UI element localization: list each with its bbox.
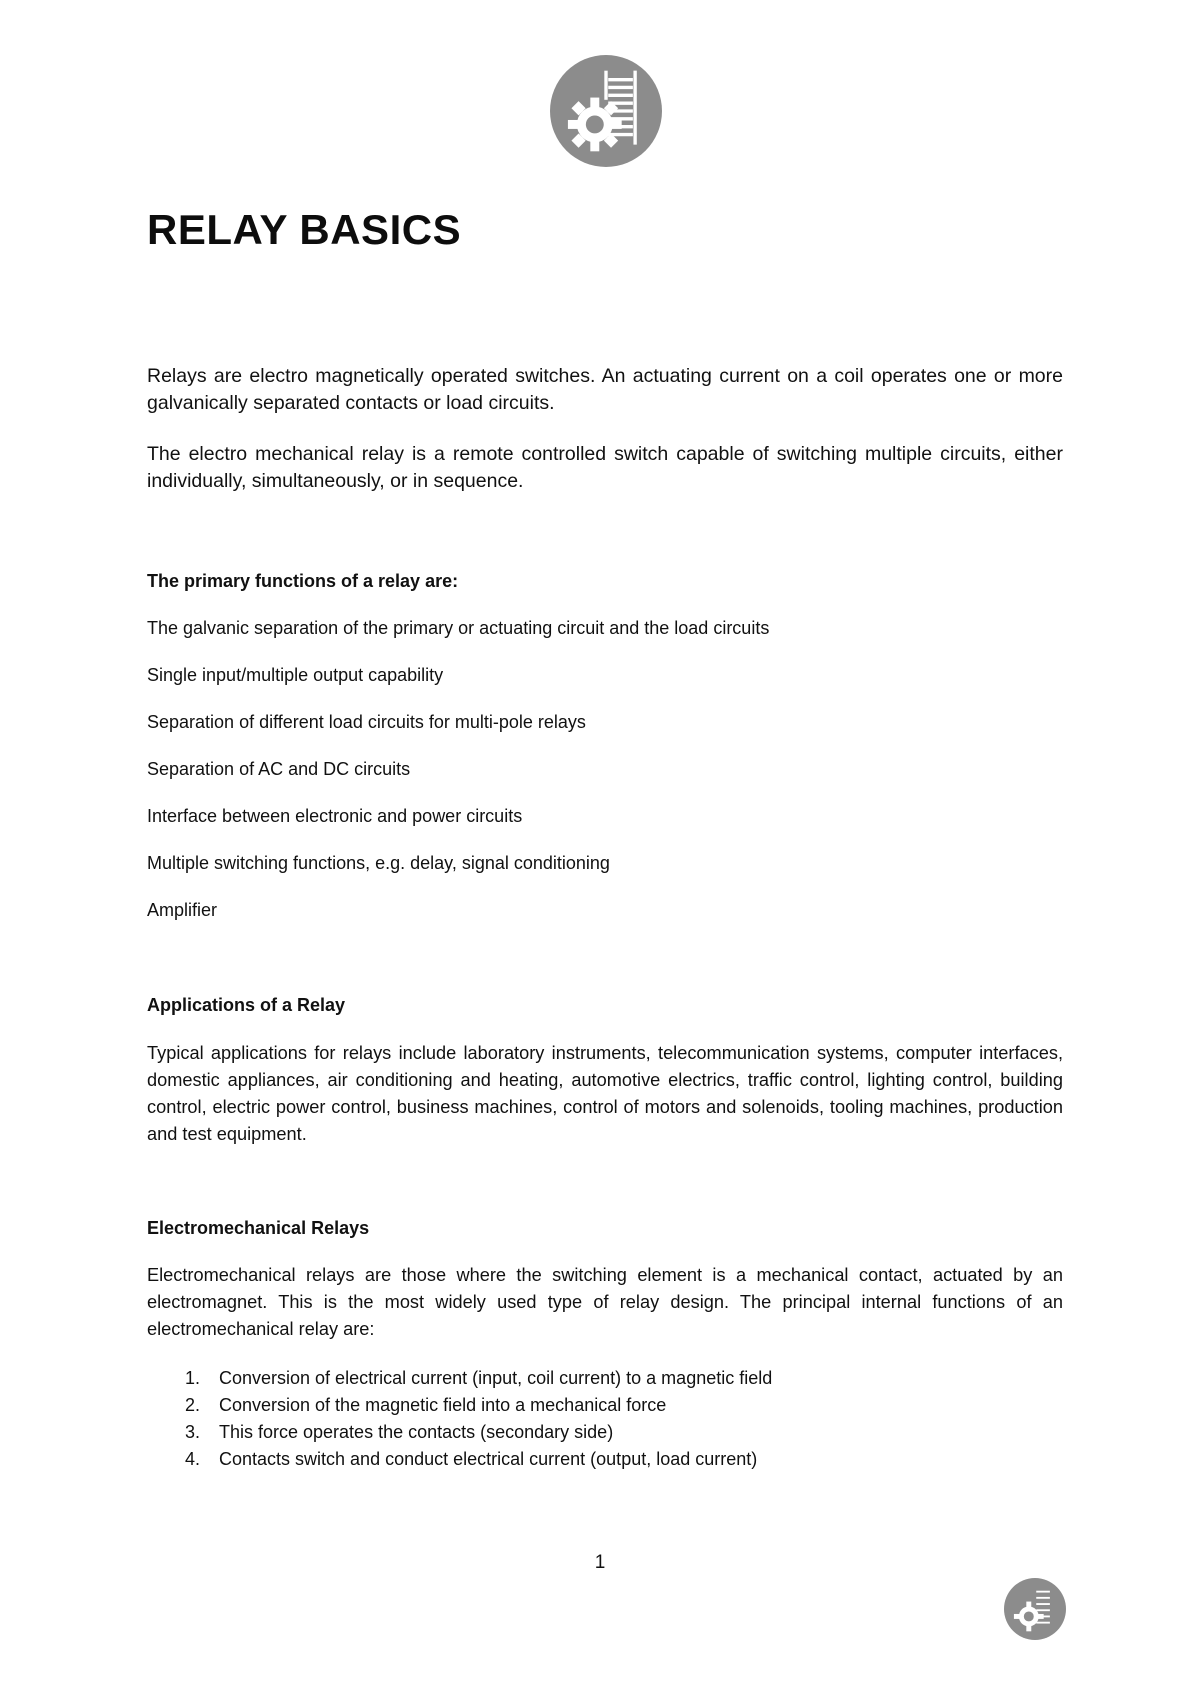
page-number: 1 — [594, 1552, 606, 1573]
function-item: Separation of AC and DC circuits — [147, 759, 411, 779]
functions-heading: The primary functions of a relay are: — [147, 571, 459, 591]
function-item: Multiple switching functions, e.g. delay, signal conditioning — [147, 853, 610, 873]
function-item: The galvanic separation of the primary or actuating circuit and the load circuits — [147, 618, 770, 638]
internal-functions-list — [147, 1365, 772, 1473]
electromechanical-heading: Electromechanical Relays — [147, 1218, 370, 1238]
applications-paragraph: Typical applications for relays include laboratory instruments, telecommunication systems, computer interfaces, domestic appliances, air conditioning and heating, automotive electrics, traffic control, lighting control, building control, electric power control, business machines, control of motors and solenoids, tooling machines, production and test equipment. — [147, 1043, 1063, 1144]
function-item: Amplifier — [147, 900, 218, 920]
function-item: Separation of different load circuits for multi-pole relays — [147, 712, 586, 732]
relay-gear-logo-icon — [550, 55, 662, 167]
applications-heading: Applications of a Relay — [147, 995, 346, 1015]
relay-gear-logo-small-icon — [1004, 1578, 1066, 1640]
list-item: 3. This force operates the contacts (secondary side) — [185, 1422, 614, 1442]
intro-paragraph-1: Relays are electro magnetically operated switches. An actuating current on a coil operates one or more galvanically separated contacts or load circuits. — [147, 365, 1063, 414]
function-item: Interface between electronic and power circuits — [147, 806, 523, 826]
intro-paragraph-2: The electro mechanical relay is a remote controlled switch capable of switching multiple circuits, either individually, simultaneously, or in sequence. — [147, 443, 1063, 492]
list-item: 2. Conversion of the magnetic field into a mechanical force — [185, 1395, 667, 1415]
function-item: Single input/multiple output capability — [147, 665, 444, 685]
list-item: 4. Contacts switch and conduct electrical current (output, load current) — [185, 1449, 758, 1469]
electromechanical-paragraph: Electromechanical relays are those where the switching element is a mechanical contact, actuated by an electromagnet. This is the most widely used type of relay design. The principal internal functions of an electromechanical relay are: — [147, 1265, 1063, 1339]
list-item: 1. Conversion of electrical current (input, coil current) to a magnetic field — [185, 1368, 773, 1388]
page-title: RELAY BASICS — [147, 206, 462, 253]
